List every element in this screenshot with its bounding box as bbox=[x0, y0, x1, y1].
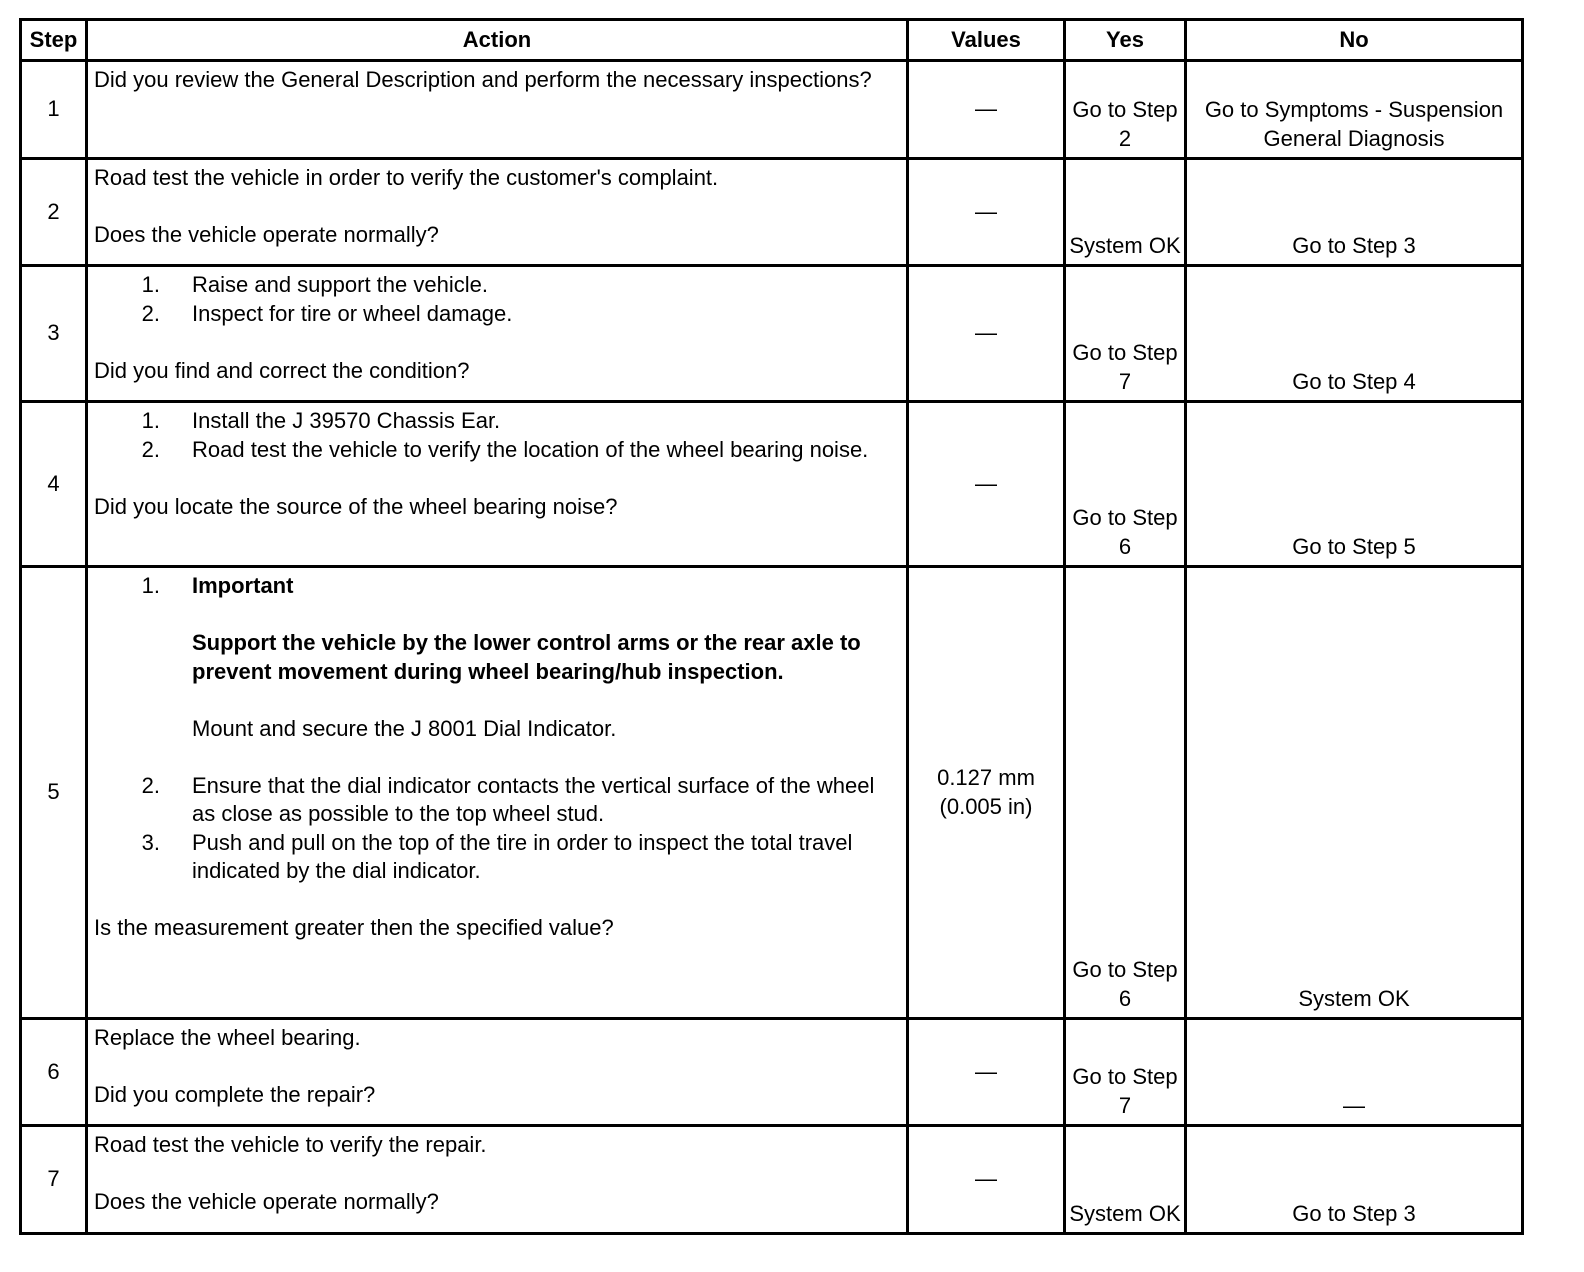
values-cell: — bbox=[908, 402, 1065, 567]
list-item: 1. Raise and support the vehicle. bbox=[141, 272, 488, 297]
header-yes: Yes bbox=[1065, 20, 1186, 61]
yes-cell: Go to Step 2 bbox=[1065, 61, 1186, 159]
list-item: 1. Important Support the vehicle by the lower control arms or the rear axle to prevent movement during wheel bearing/hub inspection. Mount and secure the J 8001 Dial Indicator. bbox=[94, 572, 900, 772]
table-row bbox=[21, 1019, 1523, 1126]
list-item-text: Mount and secure the J 8001 Dial Indicator. bbox=[192, 715, 617, 741]
action-question: Did you locate the source of the wheel bearing noise? bbox=[94, 493, 618, 519]
values-cell: — bbox=[908, 266, 1065, 402]
action-cell bbox=[87, 1126, 908, 1234]
step-number: 3 bbox=[21, 266, 87, 402]
values-cell: — bbox=[908, 1126, 1065, 1234]
table-row bbox=[21, 1126, 1523, 1234]
action-question: Does the vehicle operate normally? bbox=[94, 222, 439, 247]
step-number: 6 bbox=[21, 1019, 87, 1126]
values-cell: — bbox=[908, 1019, 1065, 1126]
no-cell: Go to Step 3 bbox=[1186, 1126, 1523, 1234]
action-text: Did you review the General Description and perform the necessary inspections? bbox=[94, 67, 872, 92]
diagnostic-table bbox=[19, 18, 1524, 1235]
yes-cell: Go to Step 7 bbox=[1065, 1019, 1186, 1126]
list-item: 1. Install the J 39570 Chassis Ear. bbox=[141, 408, 501, 433]
yes-cell: System OK bbox=[1065, 159, 1186, 266]
action-text: Replace the wheel bearing. bbox=[94, 1025, 361, 1050]
table-row bbox=[21, 402, 1523, 567]
action-cell bbox=[87, 61, 908, 159]
step-number: 2 bbox=[21, 159, 87, 266]
step-number: 5 bbox=[21, 567, 87, 1019]
values-cell: — bbox=[908, 61, 1065, 159]
action-question: Is the measurement greater then the specified value? bbox=[94, 915, 614, 940]
table-row bbox=[21, 61, 1523, 159]
action-cell bbox=[87, 567, 908, 1019]
important-label: Important bbox=[192, 573, 294, 598]
action-question: Did you find and correct the condition? bbox=[94, 357, 470, 383]
table-row bbox=[21, 567, 1523, 1019]
table-row bbox=[21, 266, 1523, 402]
yes-cell: Go to Step 6 bbox=[1065, 402, 1186, 567]
list-item: 2. Road test the vehicle to verify the location of the wheel bearing noise. bbox=[141, 436, 869, 462]
action-cell bbox=[87, 402, 908, 567]
yes-cell: System OK bbox=[1065, 1126, 1186, 1234]
values-cell: — bbox=[908, 159, 1065, 266]
values-cell: 0.127 mm (0.005 in) bbox=[908, 567, 1065, 1019]
operation-list bbox=[94, 572, 900, 886]
list-item: 2. Inspect for tire or wheel damage. bbox=[141, 300, 513, 326]
no-cell: Go to Symptoms - Suspension General Diagnosis bbox=[1186, 61, 1523, 159]
yes-cell: Go to Step 7 bbox=[1065, 266, 1186, 402]
header-action: Action bbox=[87, 20, 908, 61]
action-text: Road test the vehicle to verify the repair. bbox=[94, 1132, 487, 1157]
header-values: Values bbox=[908, 20, 1065, 61]
no-cell: — bbox=[1186, 1019, 1523, 1126]
list-item: 2. Ensure that the dial indicator contacts the vertical surface of the wheel as close as possible to the top wheel stud. bbox=[141, 772, 875, 826]
action-text: Road test the vehicle in order to verify the customer's complaint. bbox=[94, 165, 719, 190]
action-cell bbox=[87, 159, 908, 266]
table-row bbox=[21, 159, 1523, 266]
step-number: 4 bbox=[21, 402, 87, 567]
header-step: Step bbox=[21, 20, 87, 61]
action-question: Did you complete the repair? bbox=[94, 1082, 376, 1107]
yes-cell: Go to Step 6 bbox=[1065, 567, 1186, 1019]
header-row bbox=[21, 20, 1523, 61]
no-cell: Go to Step 5 bbox=[1186, 402, 1523, 567]
action-cell bbox=[87, 266, 908, 402]
no-cell: Go to Step 3 bbox=[1186, 159, 1523, 266]
list-item: 3. Push and pull on the top of the tire in order to inspect the total travel indicated by the dial indicator. bbox=[141, 829, 853, 883]
header-no: No bbox=[1186, 20, 1523, 61]
operation-list bbox=[94, 271, 900, 328]
action-question: Does the vehicle operate normally? bbox=[94, 1189, 439, 1214]
action-cell bbox=[87, 1019, 908, 1126]
step-number: 7 bbox=[21, 1126, 87, 1234]
operation-list bbox=[94, 407, 900, 464]
important-note: Support the vehicle by the lower control arms or the rear axle to prevent movement during wheel bearing/hub inspection. bbox=[192, 630, 861, 684]
no-cell: Go to Step 4 bbox=[1186, 266, 1523, 402]
step-number: 1 bbox=[21, 61, 87, 159]
no-cell: System OK bbox=[1186, 567, 1523, 1019]
